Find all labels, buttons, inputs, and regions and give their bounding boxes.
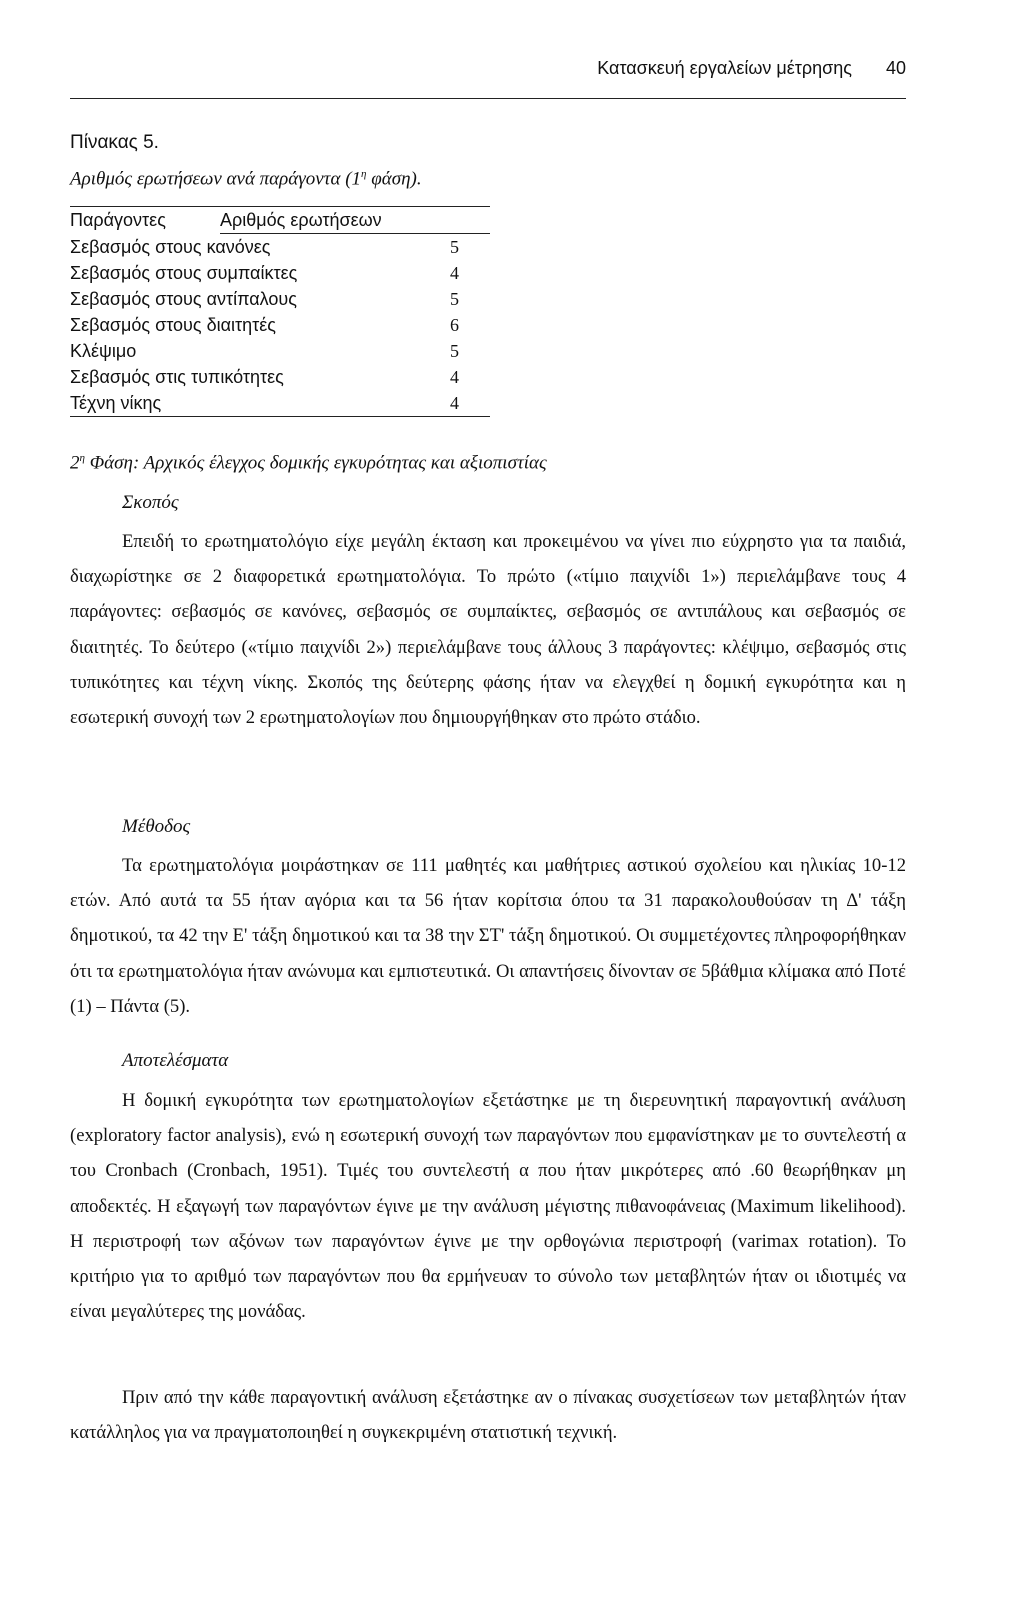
section-heading: $2^\eta$ Φάση: Αρχικός έλεγχος δομικής εγκυρότητας και αξιοπιστίας xyxy=(70,452,547,474)
paragraph-aim: Επειδή το ερωτηματολόγιο είχε μεγάλη έκταση και προκειμένου να γίνει πιο εύχρηστο για τα παιδιά, διαχωρίστηκε σε 2 διαφορετικά ερωτηματολόγια. Το πρώτο («τίμιο παιχνίδι 1») περιελάμβανε τους 4 παράγοντες: σεβασμός σε κανόνες, σεβασμός σε συμπαίκτες, σεβασμός σε αντιπάλους και σεβασμός σε διαιτητές. Το δεύτερο («τίμιο παιχνίδι 2») περιελάμβανε τους άλλους 3 παράγοντες: κλέψιμο, σεβασμός στις τυπικότητες και τέχνη νίκης. Σκοπός της δεύτερης φάσης ήταν να ελεγχθεί η δομική εγκυρότητα και η εσωτερική συνοχή των 2 ερωτηματολογίων που δημιουργήθηκαν στο πρώτο στάδιο. xyxy=(70,531,906,729)
table-label: Πίνακας 5. xyxy=(70,132,159,153)
table-row: Σεβασμός στους κανόνες 5 xyxy=(70,237,459,257)
factors-table xyxy=(70,206,490,417)
header-divider xyxy=(70,98,906,99)
page-number: 40 xyxy=(885,58,906,78)
subheading-results: Αποτελέσματα xyxy=(122,1050,229,1071)
table-row: Σεβασμός στους συμπαίκτες 4 xyxy=(70,263,459,283)
running-title: Κατασκευή εργαλείων μέτρησης xyxy=(597,58,852,78)
paragraph-results-1: Η δομική εγκυρότητα των ερωτηματολογίων εξετάστηκε με τη διερευνητική παραγοντική ανάλυση (exploratory factor analysis), ενώ η εσωτερική συνοχή των παραγόντων που εμφανίστηκαν με το συντελεστή α του Cronbach (Cronbach, 1951). Τιμές του συντελεστή α που ήταν μικρότερες από .60 θεωρήθηκαν μη αποδεκτές. Η εξαγωγή των παραγόντων έγινε με την ανάλυση μέγιστης πιθανοφάνειας (Maximum likelihood). Η περιστροφή των αξόνων των παραγόντων έγινε με την ορθογώνια περιστροφή (varimax rotation). Το κριτήριο για το αριθμό των παραγόντων που θα ερμήνευαν το σύνολο των μεταβλητών ήταν οι ιδιοτιμές να είναι μεγαλύτερες της μονάδας. xyxy=(70,1090,906,1323)
paragraph-results-2: Πριν από την κάθε παραγοντική ανάλυση εξετάστηκε αν ο πίνακας συσχετίσεων των μεταβλητών ήταν κατάλληλος για να πραγματοποιηθεί η συγκεκριμένη στατιστική τεχνική. xyxy=(70,1387,906,1444)
table-bottom-rule xyxy=(70,416,490,417)
table-caption: Αριθμός ερωτήσεων ανά παράγοντα ($1^\eta$ φάση). xyxy=(70,168,422,190)
table-row: Τέχνη νίκης 4 xyxy=(70,393,459,413)
table-header-row xyxy=(70,207,490,233)
header-question-count: Αριθμός ερωτήσεων xyxy=(220,210,382,230)
table-row: Σεβασμός στους διαιτητές 6 xyxy=(70,315,459,335)
subheading-aim: Σκοπός xyxy=(122,492,179,513)
running-header xyxy=(70,58,906,88)
table-row: Σεβασμός στις τυπικότητες 4 xyxy=(70,367,459,387)
table-row: Σεβασμός στους αντίπαλους 5 xyxy=(70,289,459,309)
table-row: Κλέψιμο 5 xyxy=(70,341,459,361)
header-factors: Παράγοντες xyxy=(70,210,166,230)
paragraph-method: Τα ερωτηματολόγια μοιράστηκαν σε 111 μαθητές και μαθήτριες αστικού σχολείου και ηλικίας 10-12 ετών. Από αυτά τα 55 ήταν αγόρια και τα 56 ήταν κορίτσια όπου τα 31 παρακολουθούσαν τη Δ' τάξη δημοτικού, τα 42 την Ε' τάξη δημοτικού και τα 38 την ΣΤ' τάξη δημοτικού. Οι συμμετέχοντες πληροφορήθηκαν ότι τα ερωτηματολόγια ήταν ανώνυμα και εμπιστευτικά. Οι απαντήσεις δίνονταν σε 5βάθμια κλίμακα από Ποτέ (1) – Πάντα (5). xyxy=(70,855,906,1017)
subheading-method: Μέθοδος xyxy=(122,816,191,837)
